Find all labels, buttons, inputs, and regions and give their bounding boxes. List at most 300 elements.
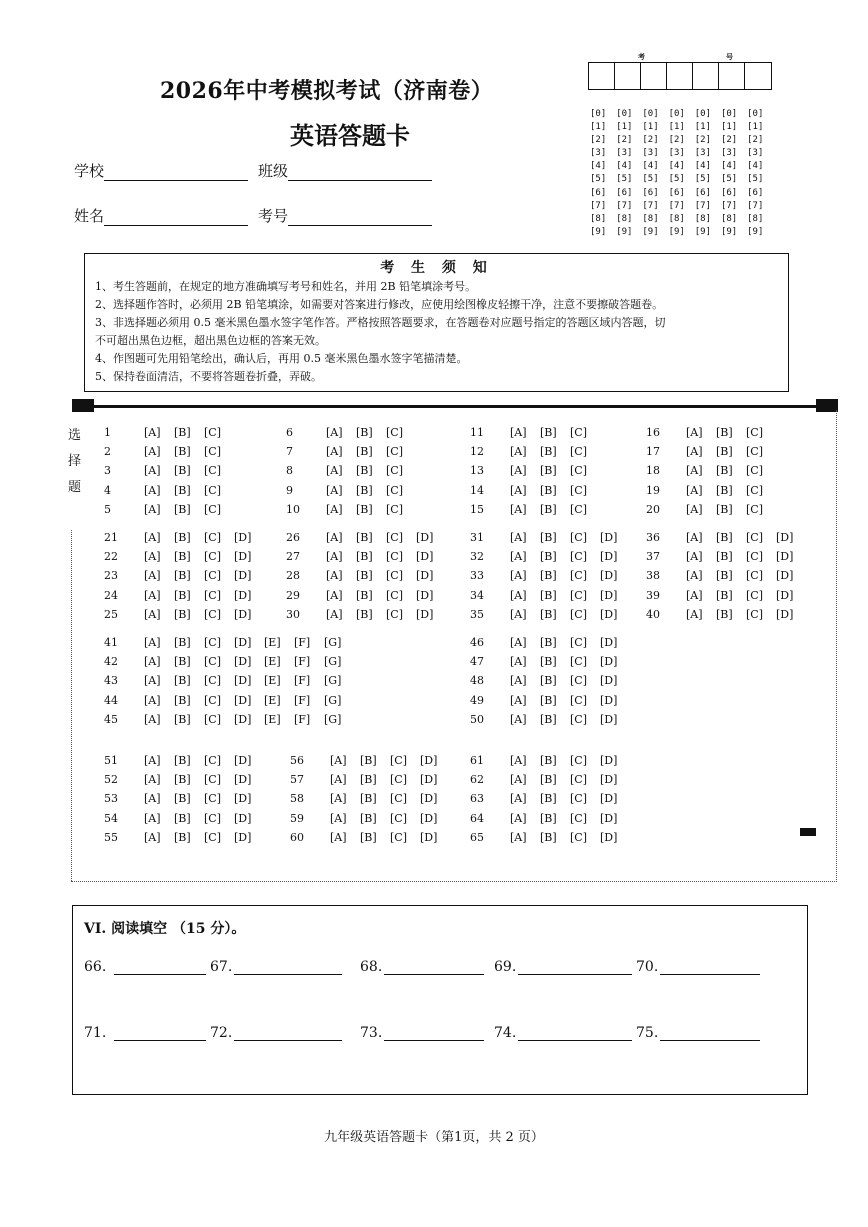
digit-bubble[interactable]: [5] [590, 174, 607, 185]
answer-bubble[interactable]: [B] [540, 426, 557, 439]
answer-bubble[interactable]: [B] [716, 445, 733, 459]
answer-bubble[interactable]: [A] [326, 531, 343, 544]
answer-bubble[interactable]: [C] [204, 773, 221, 787]
digit-bubble[interactable]: [6] [668, 187, 685, 198]
answer-bubble[interactable]: [B] [174, 693, 191, 707]
answer-bubble[interactable]: [D] [234, 607, 252, 621]
answer-bubble[interactable]: [C] [204, 693, 221, 707]
answer-bubble[interactable]: [B] [174, 655, 191, 669]
digit-bubble[interactable]: [3] [590, 148, 607, 159]
digit-bubble[interactable]: [8] [616, 213, 633, 224]
digit-bubble[interactable]: [5] [616, 174, 633, 185]
answer-bubble[interactable]: [E] [264, 655, 281, 669]
digit-bubble[interactable]: [4] [668, 161, 685, 172]
fill-blank[interactable] [494, 959, 632, 975]
digit-bubble[interactable]: [4] [616, 161, 633, 172]
answer-bubble[interactable]: [C] [390, 811, 407, 825]
answer-bubble[interactable]: [D] [600, 830, 618, 844]
answer-bubble[interactable]: [A] [510, 502, 527, 516]
answer-bubble[interactable]: [C] [204, 531, 221, 544]
answer-bubble[interactable]: [G] [324, 712, 342, 726]
answer-bubble[interactable]: [A] [144, 445, 161, 459]
answer-bubble[interactable]: [C] [570, 569, 587, 583]
digit-bubble[interactable]: [6] [694, 187, 712, 198]
answer-bubble[interactable]: [C] [386, 588, 403, 602]
digit-bubble[interactable]: [2] [616, 135, 633, 146]
answer-bubble[interactable]: [A] [686, 607, 703, 621]
digit-bubble[interactable]: [5] [747, 174, 764, 185]
fill-blank[interactable] [494, 1025, 632, 1041]
answer-bubble[interactable]: [C] [386, 426, 403, 439]
answer-bubble[interactable]: [B] [356, 426, 373, 439]
answer-bubble[interactable]: [E] [264, 693, 281, 707]
answer-bubble[interactable]: [B] [716, 483, 733, 497]
answer-bubble[interactable]: [C] [570, 502, 587, 516]
digit-bubble[interactable]: [4] [590, 161, 607, 172]
answer-bubble[interactable]: [A] [686, 502, 703, 516]
answer-bubble[interactable]: [D] [420, 754, 438, 767]
answer-bubble[interactable]: [D] [234, 693, 252, 707]
digit-bubble[interactable]: [3] [720, 148, 738, 159]
answer-bubble[interactable]: [D] [234, 674, 252, 688]
answer-bubble[interactable]: [D] [234, 754, 252, 767]
answer-bubble[interactable]: [B] [540, 830, 557, 844]
answer-bubble[interactable]: [B] [356, 502, 373, 516]
answer-bubble[interactable]: [A] [510, 607, 527, 621]
answer-bubble[interactable]: [A] [510, 550, 527, 564]
answer-bubble[interactable]: [D] [234, 830, 252, 844]
digit-bubble[interactable]: [2] [642, 135, 659, 146]
digit-bubble[interactable]: [1] [668, 122, 685, 133]
answer-bubble[interactable]: [C] [386, 607, 403, 621]
answer-bubble[interactable]: [B] [716, 588, 733, 602]
answer-bubble[interactable]: [A] [686, 464, 703, 478]
digit-bubble[interactable]: [2] [694, 135, 712, 146]
digit-bubble[interactable]: [8] [642, 213, 659, 224]
answer-bubble[interactable]: [C] [204, 636, 221, 649]
answer-bubble[interactable]: [B] [540, 588, 557, 602]
answer-bubble[interactable]: [A] [144, 693, 161, 707]
answer-bubble[interactable]: [B] [540, 502, 557, 516]
digit-bubble[interactable]: [6] [747, 187, 764, 198]
answer-bubble[interactable]: [B] [716, 569, 733, 583]
answer-bubble[interactable]: [C] [204, 464, 221, 478]
answer-bubble[interactable]: [B] [174, 636, 191, 649]
fill-blank[interactable] [84, 1025, 206, 1041]
answer-bubble[interactable]: [D] [600, 674, 618, 688]
digit-bubble[interactable]: [6] [590, 187, 607, 198]
answer-bubble[interactable]: [C] [204, 426, 221, 439]
answer-bubble[interactable]: [D] [416, 550, 434, 564]
digit-bubble[interactable]: [5] [694, 174, 712, 185]
answer-bubble[interactable]: [B] [174, 607, 191, 621]
answer-bubble[interactable]: [C] [204, 754, 221, 767]
answer-bubble[interactable]: [B] [356, 464, 373, 478]
answer-bubble[interactable]: [A] [510, 483, 527, 497]
answer-bubble[interactable]: [C] [746, 426, 763, 439]
answer-bubble[interactable]: [D] [420, 811, 438, 825]
answer-bubble[interactable]: [C] [386, 569, 403, 583]
digit-bubble[interactable]: [3] [616, 148, 633, 159]
digit-bubble[interactable]: [8] [720, 213, 738, 224]
answer-bubble[interactable]: [C] [386, 445, 403, 459]
answer-bubble[interactable]: [G] [324, 693, 342, 707]
answer-bubble[interactable]: [A] [330, 830, 347, 844]
digit-box[interactable] [693, 63, 719, 89]
answer-bubble[interactable]: [D] [416, 531, 434, 544]
fill-blank[interactable] [210, 1025, 342, 1041]
answer-bubble[interactable]: [B] [716, 502, 733, 516]
answer-bubble[interactable]: [D] [420, 830, 438, 844]
digit-bubble[interactable]: [8] [694, 213, 712, 224]
answer-bubble[interactable]: [D] [600, 693, 618, 707]
digit-bubble[interactable]: [0] [668, 109, 685, 119]
answer-bubble[interactable]: [B] [716, 607, 733, 621]
answer-bubble[interactable]: [A] [510, 830, 527, 844]
answer-bubble[interactable]: [B] [174, 674, 191, 688]
answer-bubble[interactable]: [D] [776, 550, 794, 564]
answer-bubble[interactable]: [B] [356, 445, 373, 459]
answer-bubble[interactable]: [B] [174, 712, 191, 726]
answer-bubble[interactable]: [E] [264, 712, 281, 726]
answer-bubble[interactable]: [C] [204, 712, 221, 726]
answer-bubble[interactable]: [A] [326, 464, 343, 478]
answer-bubble[interactable]: [A] [144, 588, 161, 602]
answer-bubble[interactable]: [D] [600, 636, 618, 649]
answer-bubble[interactable]: [B] [174, 811, 191, 825]
answer-bubble[interactable]: [B] [540, 464, 557, 478]
answer-bubble[interactable]: [C] [390, 830, 407, 844]
answer-bubble[interactable]: [D] [776, 588, 794, 602]
digit-bubble[interactable]: [7] [694, 200, 712, 211]
answer-bubble[interactable]: [D] [600, 655, 618, 669]
digit-bubble[interactable]: [7] [720, 200, 738, 211]
answer-bubble[interactable]: [A] [144, 502, 161, 516]
number-field[interactable] [258, 205, 432, 226]
answer-bubble[interactable]: [B] [356, 588, 373, 602]
answer-bubble[interactable]: [D] [416, 607, 434, 621]
answer-bubble[interactable]: [D] [776, 569, 794, 583]
answer-bubble[interactable]: [D] [600, 607, 618, 621]
answer-bubble[interactable]: [A] [326, 569, 343, 583]
answer-bubble[interactable]: [B] [174, 483, 191, 497]
answer-bubble[interactable]: [A] [510, 655, 527, 669]
answer-bubble[interactable]: [C] [746, 531, 763, 544]
answer-bubble[interactable]: [A] [144, 773, 161, 787]
answer-bubble[interactable]: [C] [386, 502, 403, 516]
answer-bubble[interactable]: [C] [570, 754, 587, 767]
digit-bubble[interactable]: [1] [694, 122, 712, 133]
answer-bubble[interactable]: [B] [174, 588, 191, 602]
answer-bubble[interactable]: [D] [234, 531, 252, 544]
answer-bubble[interactable]: [C] [204, 569, 221, 583]
answer-bubble[interactable]: [A] [144, 464, 161, 478]
answer-bubble[interactable]: [C] [570, 426, 587, 439]
answer-bubble[interactable]: [D] [234, 550, 252, 564]
digit-bubble[interactable]: [8] [668, 213, 685, 224]
digit-bubble[interactable]: [7] [590, 200, 607, 211]
answer-bubble[interactable]: [D] [234, 636, 252, 649]
answer-bubble[interactable]: [C] [570, 464, 587, 478]
answer-bubble[interactable]: [C] [570, 483, 587, 497]
answer-bubble[interactable]: [A] [326, 426, 343, 439]
answer-bubble[interactable]: [C] [570, 830, 587, 844]
answer-bubble[interactable]: [C] [386, 531, 403, 544]
answer-bubble[interactable]: [C] [204, 445, 221, 459]
answer-bubble[interactable]: [A] [144, 483, 161, 497]
answer-bubble[interactable]: [A] [510, 811, 527, 825]
digit-bubble[interactable]: [7] [747, 200, 764, 211]
answer-bubble[interactable]: [C] [204, 607, 221, 621]
digit-bubble[interactable]: [9] [720, 226, 738, 237]
answer-bubble[interactable]: [B] [174, 569, 191, 583]
answer-bubble[interactable]: [C] [570, 531, 587, 544]
answer-bubble[interactable]: [D] [600, 569, 618, 583]
digit-bubble[interactable]: [3] [694, 148, 712, 159]
digit-bubble[interactable]: [4] [642, 161, 659, 172]
answer-bubble[interactable]: [D] [600, 754, 618, 767]
answer-bubble[interactable]: [A] [510, 773, 527, 787]
answer-bubble[interactable]: [B] [540, 674, 557, 688]
answer-bubble[interactable]: [C] [746, 607, 763, 621]
answer-bubble[interactable]: [C] [204, 674, 221, 688]
digit-bubble[interactable]: [3] [747, 148, 764, 159]
digit-bubble[interactable]: [9] [694, 226, 712, 237]
digit-bubble[interactable]: [9] [747, 226, 764, 237]
answer-bubble[interactable]: [B] [174, 830, 191, 844]
answer-bubble[interactable]: [D] [416, 588, 434, 602]
answer-bubble[interactable]: [C] [570, 550, 587, 564]
digit-bubble[interactable]: [7] [642, 200, 659, 211]
digit-bubble[interactable]: [0] [590, 109, 607, 119]
answer-bubble[interactable]: [A] [144, 712, 161, 726]
digit-bubble[interactable]: [6] [720, 187, 738, 198]
digit-bubble[interactable]: [0] [642, 109, 659, 119]
answer-bubble[interactable]: [C] [570, 674, 587, 688]
digit-bubble[interactable]: [5] [668, 174, 685, 185]
digit-bubble[interactable]: [4] [747, 161, 764, 172]
answer-bubble[interactable]: [B] [360, 773, 377, 787]
exam-number-bubbles[interactable] [590, 108, 773, 239]
answer-bubble[interactable]: [A] [330, 773, 347, 787]
answer-bubble[interactable]: [C] [746, 502, 763, 516]
answer-bubble[interactable]: [A] [144, 830, 161, 844]
answer-bubble[interactable]: [D] [234, 792, 252, 806]
answer-bubble[interactable]: [B] [540, 811, 557, 825]
answer-bubble[interactable]: [A] [510, 588, 527, 602]
answer-bubble[interactable]: [A] [330, 792, 347, 806]
answer-bubble[interactable]: [A] [144, 550, 161, 564]
answer-bubble[interactable]: [B] [174, 773, 191, 787]
digit-bubble[interactable]: [2] [668, 135, 685, 146]
answer-bubble[interactable]: [A] [326, 550, 343, 564]
answer-bubble[interactable]: [G] [324, 636, 342, 649]
digit-bubble[interactable]: [1] [720, 122, 738, 133]
answer-bubble[interactable]: [C] [204, 811, 221, 825]
digit-bubble[interactable]: [7] [668, 200, 685, 211]
answer-bubble[interactable]: [B] [540, 607, 557, 621]
answer-bubble[interactable]: [A] [686, 445, 703, 459]
answer-bubble[interactable]: [C] [204, 483, 221, 497]
answer-bubble[interactable]: [C] [570, 792, 587, 806]
answer-bubble[interactable]: [A] [326, 588, 343, 602]
answer-bubble[interactable]: [A] [686, 550, 703, 564]
answer-bubble[interactable]: [C] [746, 569, 763, 583]
digit-box[interactable] [667, 63, 693, 89]
answer-bubble[interactable]: [D] [600, 811, 618, 825]
answer-bubble[interactable]: [B] [540, 569, 557, 583]
answer-bubble[interactable]: [A] [144, 655, 161, 669]
answer-bubble[interactable]: [B] [356, 483, 373, 497]
digit-bubble[interactable]: [2] [747, 135, 764, 146]
fill-blank[interactable] [360, 959, 484, 975]
answer-bubble[interactable]: [B] [360, 754, 377, 767]
answer-bubble[interactable]: [A] [686, 588, 703, 602]
answer-bubble[interactable]: [B] [356, 569, 373, 583]
answer-bubble[interactable]: [C] [204, 655, 221, 669]
answer-bubble[interactable]: [A] [510, 712, 527, 726]
digit-bubble[interactable]: [9] [616, 226, 633, 237]
answer-bubble[interactable]: [A] [144, 426, 161, 439]
digit-bubble[interactable]: [1] [642, 122, 659, 133]
answer-bubble[interactable]: [D] [234, 588, 252, 602]
digit-bubble[interactable]: [9] [590, 226, 607, 237]
fill-blank[interactable] [84, 959, 206, 975]
answer-bubble[interactable]: [C] [570, 445, 587, 459]
answer-bubble[interactable]: [C] [390, 754, 407, 767]
answer-bubble[interactable]: [G] [324, 655, 342, 669]
answer-bubble[interactable]: [D] [234, 811, 252, 825]
answer-bubble[interactable]: [D] [600, 550, 618, 564]
digit-bubble[interactable]: [4] [720, 161, 738, 172]
answer-bubble[interactable]: [C] [570, 693, 587, 707]
answer-bubble[interactable]: [B] [360, 830, 377, 844]
answer-bubble[interactable]: [D] [600, 531, 618, 544]
answer-bubble[interactable]: [A] [326, 502, 343, 516]
answer-bubble[interactable]: [C] [204, 588, 221, 602]
answer-bubble[interactable]: [D] [600, 712, 618, 726]
digit-bubble[interactable]: [0] [694, 109, 712, 119]
digit-bubble[interactable]: [8] [747, 213, 764, 224]
answer-bubble[interactable]: [A] [510, 693, 527, 707]
answer-bubble[interactable]: [A] [686, 426, 703, 439]
answer-bubble[interactable]: [F] [294, 655, 311, 669]
answer-bubble[interactable]: [D] [776, 607, 794, 621]
answer-bubble[interactable]: [C] [204, 830, 221, 844]
answer-bubble[interactable]: [A] [510, 531, 527, 544]
answer-bubble[interactable]: [C] [570, 773, 587, 787]
answer-bubble[interactable]: [A] [144, 607, 161, 621]
answer-bubble[interactable]: [A] [144, 531, 161, 544]
answer-bubble[interactable]: [B] [540, 712, 557, 726]
answer-bubble[interactable]: [C] [386, 550, 403, 564]
answer-bubble[interactable]: [C] [746, 550, 763, 564]
exam-number-boxes[interactable] [588, 62, 772, 90]
digit-bubble[interactable]: [2] [720, 135, 738, 146]
answer-bubble[interactable]: [A] [144, 569, 161, 583]
digit-bubble[interactable]: [0] [720, 109, 738, 119]
answer-bubble[interactable]: [A] [686, 483, 703, 497]
answer-bubble[interactable]: [E] [264, 636, 281, 649]
answer-bubble[interactable]: [B] [540, 655, 557, 669]
digit-box[interactable] [615, 63, 641, 89]
answer-bubble[interactable]: [C] [390, 773, 407, 787]
answer-bubble[interactable]: [B] [540, 445, 557, 459]
answer-bubble[interactable]: [B] [356, 531, 373, 544]
digit-box[interactable] [719, 63, 745, 89]
answer-bubble[interactable]: [C] [570, 811, 587, 825]
digit-bubble[interactable]: [3] [668, 148, 685, 159]
answer-bubble[interactable]: [D] [234, 773, 252, 787]
answer-bubble[interactable]: [B] [540, 754, 557, 767]
answer-bubble[interactable]: [A] [144, 754, 161, 767]
answer-bubble[interactable]: [A] [510, 426, 527, 439]
answer-bubble[interactable]: [E] [264, 674, 281, 688]
answer-bubble[interactable]: [B] [360, 792, 377, 806]
answer-bubble[interactable]: [D] [600, 588, 618, 602]
answer-bubble[interactable]: [A] [326, 445, 343, 459]
answer-bubble[interactable]: [B] [356, 607, 373, 621]
answer-bubble[interactable]: [C] [570, 655, 587, 669]
answer-bubble[interactable]: [B] [716, 550, 733, 564]
fill-blank[interactable] [210, 959, 342, 975]
answer-bubble[interactable]: [C] [746, 464, 763, 478]
answer-bubble[interactable]: [D] [234, 655, 252, 669]
digit-bubble[interactable]: [4] [694, 161, 712, 172]
digit-bubble[interactable]: [9] [668, 226, 685, 237]
answer-bubble[interactable]: [F] [294, 674, 311, 688]
answer-bubble[interactable]: [G] [324, 674, 342, 688]
answer-bubble[interactable]: [D] [600, 773, 618, 787]
answer-bubble[interactable]: [A] [144, 792, 161, 806]
answer-bubble[interactable]: [B] [716, 426, 733, 439]
answer-bubble[interactable]: [B] [360, 811, 377, 825]
digit-bubble[interactable]: [7] [616, 200, 633, 211]
answer-bubble[interactable]: [B] [174, 464, 191, 478]
answer-bubble[interactable]: [C] [746, 588, 763, 602]
answer-bubble[interactable]: [C] [570, 712, 587, 726]
answer-bubble[interactable]: [D] [776, 531, 794, 544]
answer-bubble[interactable]: [A] [510, 445, 527, 459]
answer-bubble[interactable]: [C] [204, 502, 221, 516]
answer-bubble[interactable]: [C] [570, 588, 587, 602]
answer-bubble[interactable]: [B] [540, 483, 557, 497]
digit-bubble[interactable]: [5] [720, 174, 738, 185]
digit-bubble[interactable]: [8] [590, 213, 607, 224]
answer-bubble[interactable]: [C] [204, 550, 221, 564]
answer-bubble[interactable]: [C] [570, 607, 587, 621]
digit-box[interactable] [641, 63, 667, 89]
answer-bubble[interactable]: [A] [330, 811, 347, 825]
answer-bubble[interactable]: [B] [174, 426, 191, 439]
answer-bubble[interactable]: [B] [540, 550, 557, 564]
answer-bubble[interactable]: [A] [510, 636, 527, 649]
answer-bubble[interactable]: [B] [716, 464, 733, 478]
answer-bubble[interactable]: [D] [234, 569, 252, 583]
fill-blank[interactable] [360, 1025, 484, 1041]
answer-bubble[interactable]: [B] [540, 531, 557, 544]
answer-bubble[interactable]: [C] [570, 636, 587, 649]
digit-bubble[interactable]: [6] [616, 187, 633, 198]
answer-bubble[interactable]: [D] [234, 712, 252, 726]
digit-bubble[interactable]: [0] [616, 109, 633, 119]
answer-bubble[interactable]: [B] [174, 792, 191, 806]
digit-box[interactable] [745, 63, 771, 89]
answer-bubble[interactable]: [B] [540, 693, 557, 707]
answer-bubble[interactable]: [F] [294, 712, 311, 726]
answer-bubble[interactable]: [A] [686, 531, 703, 544]
answer-bubble[interactable]: [A] [326, 607, 343, 621]
